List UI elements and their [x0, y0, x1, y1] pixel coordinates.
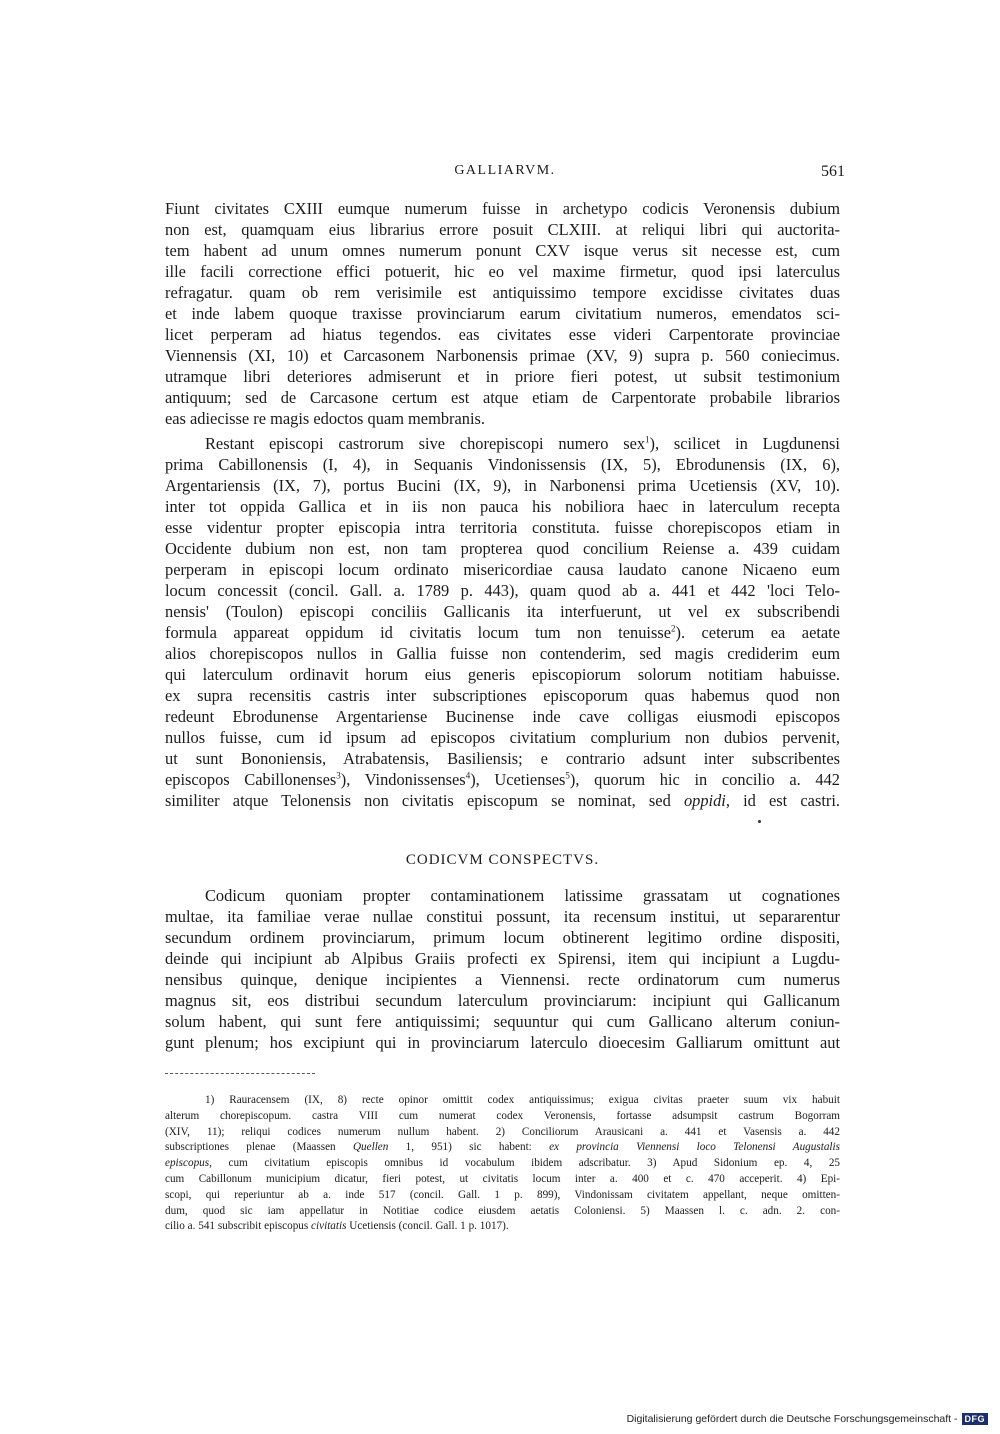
digitization-credit: [627, 1412, 988, 1426]
text-line: utramque libri deteriores admiserunt et in priore fieri potest, ut subsit testimonium: [165, 367, 840, 386]
text-line: Viennensis (XI, 10) et Carcasonem Narbonensis primae (XV, 9) supra p. 560 coniecimus.: [165, 346, 840, 365]
text-line: solum habent, qui sunt fere antiquissimi; sequuntur qui cum Gallicano alterum coniun-: [165, 1012, 840, 1031]
text-line: magnus sit, eos distribui secundum laterculum provinciarum: incipiunt qui Gallicanum: [165, 991, 840, 1010]
footnote-line: alterum chorepiscopum. castra VIII cum numerat codex Veronensis, fortasse adsumpsit castrum Bogorram: [165, 1109, 840, 1122]
text-line: prima Cabillonensis (I, 4), in Sequanis Vindonissensis (IX, 5), Ebrodunensis (IX, 6),: [165, 455, 840, 474]
text-line: ex supra recensitis castris inter subscriptiones episcoporum quas habemus quod non: [165, 686, 840, 705]
footnote-line: scopi, qui reperiuntur ab a. inde 517 (concil. Gall. 1 p. 899), Vindonissam civitatem appellant, neque omitten-: [165, 1188, 840, 1201]
text-line: episcopos Cabillonenses$^3$), Vindonissenses$^4$), Ucetienses$^5$), quorum hic in concilio a. 442: [165, 770, 840, 789]
text-line: esse videntur propter episcopia intra territoria constituta. fuisse chorepiscopos etiam in: [165, 518, 840, 537]
text-line: Restant episcopi castrorum sive chorepiscopi numero sex$^1$), scilicet in Lugdunensi: [205, 434, 840, 453]
credit-text: Digitalisierung gefördert durch die Deutsche Forschungsgemeinschaft -: [626, 1413, 958, 1425]
text-line: nensibus quinque, denique incipientes a Viennensi. recte ordinatorum cum numerus: [165, 970, 840, 989]
text-line: ut sunt Bononiensis, Atrabatensis, Basiliensis; e contrario adsunt inter subscribentes: [165, 749, 840, 768]
text-line: nullos fuisse, cum id ipsum ad episcopos civitatium complurium non dubios pervenit,: [165, 728, 840, 747]
text-line: antiquum; sed de Carcasone certum est atque etiam de Carpentorate probabile librarios: [165, 388, 840, 407]
footnote-line: 1) Rauracensem (IX, 8) recte opinor omittit codex antiquissimus; exigua civitas praeter suum vix habuit: [205, 1094, 840, 1106]
text-line: et inde labem quoque traxisse provinciarum earum civitatium numeros, emendatos sci-: [165, 304, 840, 323]
text-line: licet perperam ad hiatus tegendos. eas civitates esse videri Carpentorate provinciae: [165, 325, 840, 344]
text-line: non est, quamquam eius librarius errore posuit CLXIII. at reliqui libri qui auctorita-: [165, 220, 840, 239]
footnote-line: (XIV, 11); reliqui codices numerum nullum habent. 2) Conciliorum Arausicani a. 441 et Vasensis a. 442: [165, 1125, 840, 1138]
footnote-line: episcopus, cum civitatium episcopis omnibus id vocabulum ibidem adscribatur. 3) Apud Sidonium ep. 4, 25: [165, 1157, 841, 1170]
text-line: Occidente dubium non est, non tam propterea quod concilium Reiense a. 439 cuidam: [165, 539, 840, 558]
paragraph-1: [165, 198, 840, 429]
text-line: gunt plenum; hos excipiunt qui in provinciarum laterculo dioecesim Galliarum omittunt aut: [165, 1033, 840, 1052]
paragraph-2: [165, 433, 840, 811]
dfg-logo: DFG: [962, 1413, 989, 1425]
footnote-line: dum, quod sic iam appellatur in Notitiae codice eiusdem aetatis Coloniensi. 5) Maassen l. c. adn. 2. con-: [165, 1204, 840, 1217]
footnote-ref: 3: [336, 770, 341, 781]
running-title: GALLIARVM.: [454, 163, 556, 178]
text-line: deinde qui incipiunt ab Alpibus Graiis profecti ex Spirensi, item qui incipiunt a Lugdu-: [165, 949, 840, 968]
text-line: formula appareat oppidum id civitatis locum tum non tenuisse$^2$). ceterum ea aetate: [165, 623, 841, 642]
footnote-ref: 5: [565, 770, 570, 781]
text-line: Fiunt civitates CXIII eumque numerum fuisse in archetypo codicis Veronensis dubium: [165, 199, 840, 218]
section-title: CODICVM CONSPECTVS.: [405, 852, 600, 868]
text-line: alios chorepiscopos nullos in Gallia fuisse non contenderim, sed magis crediderim eum: [165, 644, 840, 663]
text-line: multae, ita familiae verae nullae constitui possunt, ita recensum institui, ut separarentur: [165, 907, 840, 926]
page-number: 561: [821, 163, 845, 180]
footnote-line: cilio a. 541 subscribit episcopus civitatis Ucetiensis (concil. Gall. 1 p. 1017).: [165, 1220, 509, 1233]
text-line: qui laterculum ordinavit horum eius generis episcopiorum solorum notitiam habuisse.: [165, 665, 840, 684]
text-line: eas adiecisse re magis edoctos quam membranis.: [165, 409, 485, 428]
text-line: inter tot oppida Gallica et in iis non pauca his nobiliora haec in laterculum recepta: [165, 497, 840, 516]
text-line: tem habent ad unum omnes numerum ponunt CXV isque verus sit necesse est, cum: [165, 241, 840, 260]
text-line: ille facili correctione effici potuerit, hic eo vel maxime firmetur, quod ipsi laterculus: [165, 262, 840, 281]
text-line: Argentariensis (IX, 7), portus Bucini (IX, 9), in Narbonensi prima Ucetiensis (XV, 10).: [165, 476, 840, 495]
text-line: refragatur. quam ob rem verisimile est antiquissimo tempore excidisse civitates duas: [165, 283, 840, 302]
text-line: perperam in episcopi locum ordinato misericordiae causa laudato canone Nicaeno eum: [165, 560, 840, 579]
footnote-ref: 4: [465, 770, 471, 781]
footnote-ref: 2: [670, 623, 676, 634]
page-header: [165, 163, 845, 185]
footnote-line: subscriptiones plenae (Maassen Quellen 1, 951) sic habent: ex provincia Viennensi loco Telonensi Augustalis: [165, 1141, 840, 1154]
ink-speck: [758, 820, 761, 823]
text-line: secundum ordinem provinciarum, primum locum obtinerent legitimo ordine dispositi,: [165, 928, 840, 947]
text-line: redeunt Ebrodunense Argentariense Bucinense inde cave colligas eiusmodi episcopos: [165, 707, 840, 726]
footnotes: [165, 1093, 840, 1235]
text-line: nensis' (Toulon) episcopi conciliis Gallicanis ita interfuerunt, ut vel ex subscribendi: [165, 602, 840, 621]
paragraph-3: [165, 885, 840, 1053]
text-line: similiter atque Telonensis non civitatis episcopum se nominat, sed oppidi, id est castri.: [165, 791, 840, 810]
footnote-line: cum Cabillonum municipium dicatur, fieri potest, ut civitatis locum inter a. 400 et c. 470 acceperit. 4) Epi-: [165, 1172, 840, 1185]
footnote-separator: [165, 1073, 315, 1074]
text-line: locum concessit (concil. Gall. a. 1789 p. 443), quam quod ab a. 441 et 442 'loci Telo-: [165, 581, 840, 600]
footnote-ref: 1: [645, 434, 650, 445]
text-line: Codicum quoniam propter contaminationem latissime grassatam ut cognationes: [205, 886, 840, 905]
